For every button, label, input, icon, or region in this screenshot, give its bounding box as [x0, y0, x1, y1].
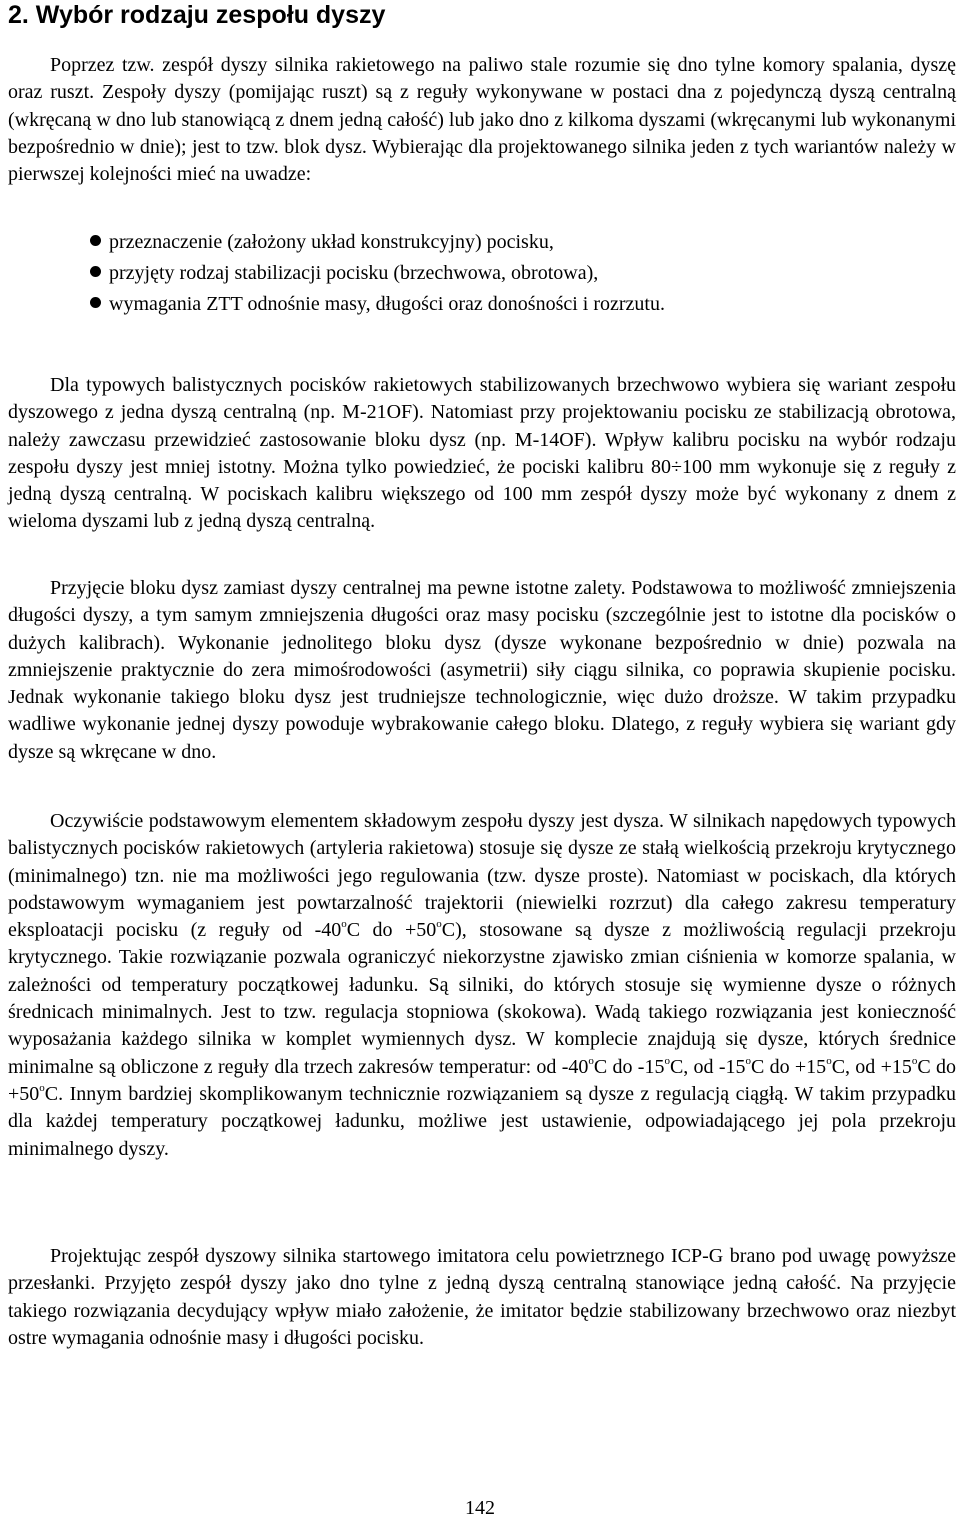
bullet-icon: [90, 235, 101, 246]
paragraph-nozzle: Oczywiście podstawowym elementem składowym zespołu dyszy jest dysza. W silnikach napędowych typowych balistycznych pocisków rakietowych (artyleria rakietowa) stosuje się dysze ze stałą wielkością przekroju krytycznego (minimalnego) tzn. nie ma możliwości jego regulowania (tzw. dysze proste). Natomiast w pociskach, dla których podstawowym wymaganiem jest powtarzalność trajektorii (niewielki rozrzut) dla całego zakresu temperatury eksploatacji pocisku (z reguły od -40$^o$C do $+50^oC$), stosowane są dysze z możliwością regulacji przekroju krytycznego. Takie rozwiązanie pozwala ograniczyć niekorzystne zjawisko zmian ciśnienia w komorze spalania, w zależności od temperatury początkowej ładunku. Są silniki, do których stosuje się wymienne dysze o różnych średnicach minimalnych. Jest to tzw. regulacja stopniowa (skokowa). Wadą takiego rozwiązania jest konieczność wyposażania każdego silnika w komplet wymiennych dysz. W komplecie znajdują się dysze, których średnice minimalne są obliczone z reguły dla trzech zakresów temperatur: od -40$^o$C do -15$^o$C, od -15$^o$C do $+15^oC$, od $+15^oC$ do $+50^oC$. Innym bardziej skomplikowanym technicznie rozwiązaniem są dysze z regulacją ciągłą. W takim przypadku dla każdej temperatury początkowej ładunku, możliwe jest ustawienie, odpowiadającego jej pola przekroju minimalnego dyszy.: [8, 810, 956, 1160]
bullet-icon: [90, 266, 101, 277]
requirements-list: [90, 227, 665, 320]
section-heading: 2. Wybór rodzaju zespołu dyszy: [8, 1, 386, 29]
list-item: wymagania ZTT odnośnie masy, długości oraz donośności i rozrzutu.: [90, 289, 665, 320]
bullet-icon: [90, 297, 101, 308]
paragraph-design-decision: Projektując zespół dyszowy silnika startowego imitatora celu powietrznego ICP-G brano pod uwagę powyższe przesłanki. Przyjęto zespół dyszy jako dno tylne z jedną dyszą centralną stanowiące jedną całość. Na przyjęcie takiego rozwiązania decydujący wpływ miało założenie, że imitator będzie stabilizowany brzechwowo oraz niezbyt ostre wymagania odnośnie masy i długości pocisku.: [8, 1245, 956, 1349]
paragraph-ballistic: Dla typowych balistycznych pocisków rakietowych stabilizowanych brzechwowo wybiera się wariant zespołu dyszowego z jedna dyszą centralną (np. M-21OF). Natomiast przy projektowaniu pocisku ze stabilizacją obrotowa, należy zawczasu przewidzieć zastosowanie bloku dysz (np. M-14OF). Wpływ kalibru pocisku na wybór rodzaju zespołu dyszy jest mniej istotny. Można tylko powiedzieć, że pociski kalibru 80÷100 mm wykonuje się z reguły z jedną dyszą centralną. W pociskach kalibru większego od 100 mm zespół dyszy może być wykonany z dnem z wieloma dyszami lub z jedną dyszą centralną.: [8, 374, 956, 533]
paragraph-intro: Poprzez tzw. zespół dyszy silnika rakietowego na paliwo stale rozumie się dno tylne komory spalania, dyszę oraz ruszt. Zespoły dyszy (pomijając ruszt) są z reguły wykonywane w postaci dna z pojedynczą dyszą centralną (wkręcaną w dno lub stanowiącą z dnem jedną całość) lub jako dno z kilkoma dyszami (wkręcanymi lub wykonanymi bezpośrednio w dnie); jest to tzw. blok dysz. Wybierając dla projektowanego silnika jeden z tych wariantów należy w pierwszej kolejności mieć na uwadze:: [8, 54, 956, 186]
list-item: przyjęty rodzaj stabilizacji pocisku (brzechwowa, obrotowa),: [90, 258, 665, 289]
paragraph-block-advantages: Przyjęcie bloku dysz zamiast dyszy centralnej ma pewne istotne zalety. Podstawowa to możliwość zmniejszenia długości dyszy, a tym samym zmniejszenia długości oraz masy pocisku (szczególnie jest to istotne dla pocisków o dużych kalibrach). Wykonanie jednolitego bloku dysz (dysze wykonane bezpośrednio w dnie) pozwala na zmniejszenie praktycznie do zera mimośrodowości (asymetrii) siły ciągu silnika, co poprawia skupienie pocisku. Jednak wykonanie takiego bloku dysz jest trudniejsze technologicznie, więc dużo droższe. W takim przypadku wadliwe wykonanie jednej dyszy powoduje wybrakowanie całego bloku. Dlatego, z reguły wybiera się wariant gdy dysze są wkręcane w dno.: [8, 577, 956, 763]
list-item: przeznaczenie (założony układ konstrukcyjny) pocisku,: [90, 227, 665, 258]
page-number: 142: [465, 1497, 495, 1519]
